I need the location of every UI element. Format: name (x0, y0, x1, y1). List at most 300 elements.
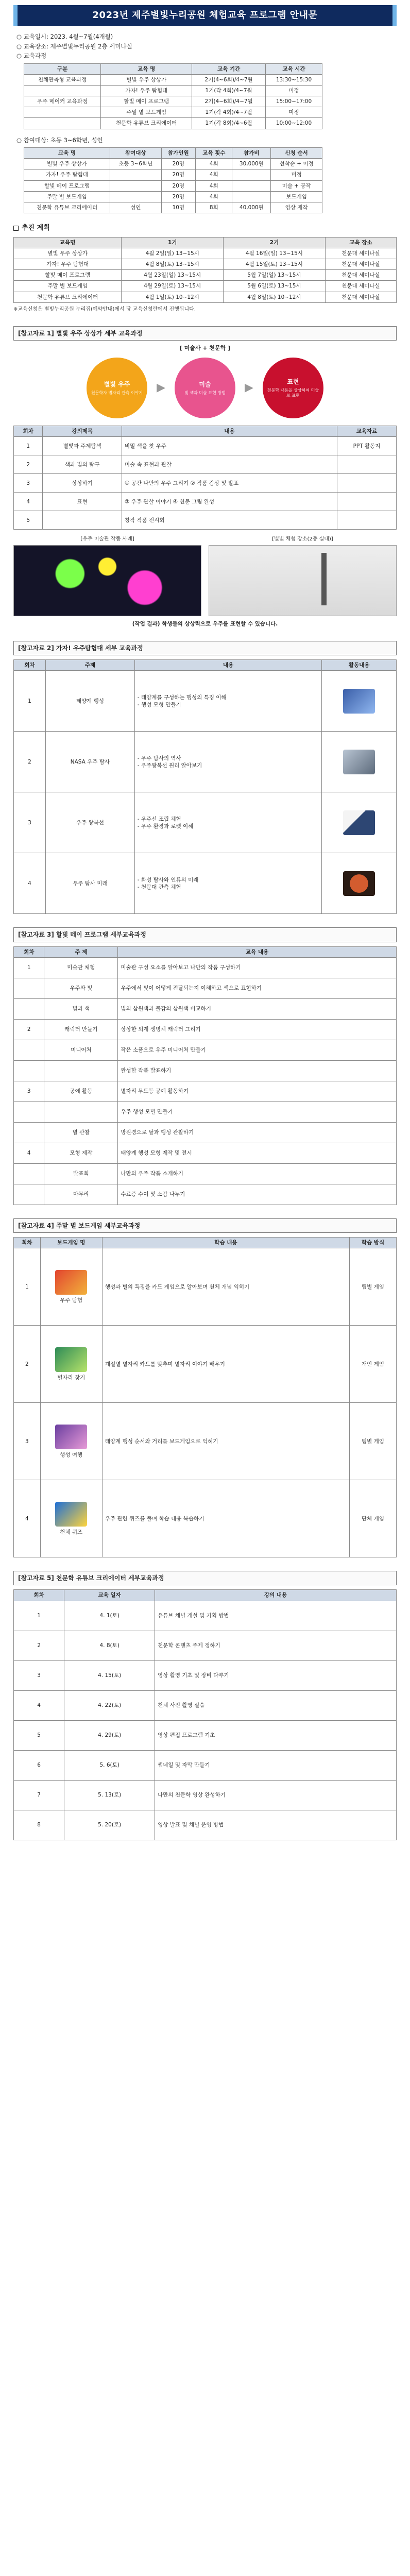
circle-title: 표현 (287, 378, 299, 385)
table-row (14, 437, 397, 455)
info-item: ○ 교육일시: 2023. 4월~7월(4개월) (16, 33, 113, 40)
column-header: 주 제 (44, 946, 118, 957)
table-cell: 8회 (196, 202, 232, 213)
table-row (14, 1780, 397, 1810)
table-cell: 태양계 행성 모형 제작 및 전시 (118, 1143, 397, 1163)
material-4-table (13, 1237, 397, 1557)
table-cell: 미술관 구성 요소를 알아보고 나만의 작품 구성하기 (118, 957, 397, 978)
table-cell (232, 170, 271, 180)
table-cell: 상상한 외계 생명체 캐릭터 그리기 (118, 1019, 397, 1040)
table-cell: 13:30~15:30 (265, 74, 322, 85)
table-row (14, 957, 397, 978)
table-cell: 빛의 삼원색과 물감의 삼원색 비교하기 (118, 998, 397, 1019)
table-cell (110, 170, 161, 180)
table-cell: 20명 (161, 191, 196, 202)
table-row (14, 270, 397, 281)
table-cell (322, 792, 397, 853)
table-cell (337, 474, 397, 493)
table-cell (322, 671, 397, 732)
table-row (14, 978, 397, 998)
plan-section-heading (13, 224, 397, 233)
table-cell: 1 (14, 437, 43, 455)
artwork-photo (13, 545, 201, 616)
column-header: 교육 명 (101, 63, 192, 74)
table-cell: 4회 (196, 191, 232, 202)
table-cell: 4 (14, 1690, 64, 1720)
table-cell: 3 (14, 792, 46, 853)
table-cell: ③ 우주 관찰 이야기 ④ 천문 그림 완성 (122, 493, 337, 511)
table-cell: 작은 소품으로 우주 미니어처 만들기 (118, 1040, 397, 1060)
table-cell (24, 85, 101, 96)
document-title: 2023년 제주별빛누리공원 체험교육 프로그램 안내문 (92, 9, 318, 21)
table-cell: 4월 15일(토) 13~15시 (224, 259, 326, 270)
column-header: 내용 (134, 660, 322, 671)
table-cell: 창작 작품 전시회 (122, 511, 337, 530)
table-cell: 우주 메이커 교육과정 (24, 96, 101, 107)
table-cell (232, 191, 271, 202)
boardgame-image (55, 1347, 87, 1372)
material-5-table (13, 1589, 397, 1840)
table-cell: 우주 탐사 미래 (45, 853, 134, 914)
photo-caption: [우주 미술관 작품 사례] (80, 536, 134, 543)
material-5-heading: [참고자료 5] 천문학 유튜브 크리에이터 세부교육과정 (13, 1571, 397, 1585)
photo-row (13, 536, 397, 616)
table-row (14, 259, 397, 270)
table-cell: 4. 29(토) (64, 1720, 155, 1750)
table-cell (14, 1101, 44, 1122)
table-row (14, 1750, 397, 1780)
table-cell: 5. 20(토) (64, 1810, 155, 1840)
boardgame-image (55, 1502, 87, 1527)
table-cell: 2 (14, 1326, 41, 1403)
table-cell: 팀별 게임 (349, 1248, 396, 1326)
concept-circle (175, 358, 235, 418)
material-1-table (13, 426, 397, 530)
table-cell (14, 1060, 44, 1081)
table-cell: 3 (14, 1403, 41, 1480)
column-header: 참여대상 (110, 148, 161, 159)
table-cell: 단체 게임 (349, 1480, 396, 1557)
table-cell (337, 511, 397, 530)
table-cell: 5 (14, 1720, 64, 1750)
table-row (14, 1143, 397, 1163)
table-row (24, 159, 322, 170)
table-row (14, 732, 397, 792)
table-cell: 우주 행성 모빌 만들기 (118, 1101, 397, 1122)
table-cell: 천문학 유튜브 크리에이터 (24, 202, 110, 213)
circle-desc: 천문학자 별자리 관측 이야기 (91, 391, 143, 396)
table-cell: 1 (14, 671, 46, 732)
column-header: 강의제목 (43, 426, 122, 437)
table-cell (14, 998, 44, 1019)
table-cell (337, 493, 397, 511)
column-header: 활동내용 (322, 660, 397, 671)
table-cell: 행성과 별의 특징을 카드 게임으로 알아보며 천체 개념 익히기 (102, 1248, 349, 1326)
column-header: 회차 (14, 426, 43, 437)
table-cell: 4회 (196, 159, 232, 170)
concept-diagram (13, 358, 397, 418)
material-1-subtitle: [ 미술사 + 천문학 ] (179, 345, 231, 352)
table-row (24, 170, 322, 180)
plan-table (13, 237, 397, 303)
table-cell: 4. 15(토) (64, 1660, 155, 1690)
table-cell: 4월 8일(토) 13~15시 (122, 259, 224, 270)
column-header: 교육 명 (24, 148, 110, 159)
column-header: 강의 내용 (155, 1590, 397, 1601)
column-header: 교육 장소 (325, 237, 396, 248)
table-cell: 나만의 천문학 영상 완성하기 (155, 1780, 397, 1810)
table-row (14, 1810, 397, 1840)
table-cell: 2 (14, 732, 46, 792)
header-row (14, 237, 397, 248)
table-cell: 미술관 체험 (44, 957, 118, 978)
table-cell: 천문대 세미나실 (325, 292, 396, 302)
table-cell: 4 (14, 853, 46, 914)
table-cell: 영상 편집 프로그램 기초 (155, 1720, 397, 1750)
table-cell (43, 511, 122, 530)
plan-note: ※교육신청은 별빛누리공원 누리집(예약안내)에서 당 교육신청란에서 진행됩니다. (13, 306, 196, 312)
table-row (14, 1660, 397, 1690)
table-row (14, 1248, 397, 1326)
table-cell: 4회 (196, 180, 232, 191)
table-cell: 완성한 작품 발표하기 (118, 1060, 397, 1081)
photo-summary: (작업 결과) 학생들의 상상력으로 우주를 표현할 수 있습니다. (132, 620, 278, 627)
table-cell (337, 455, 397, 474)
table-cell: 별 관찰 (44, 1122, 118, 1143)
table-cell: - 우주 탐사의 역사 - 우주왕복선 원리 알아보기 (134, 732, 322, 792)
table-cell: 빛과 색 (44, 998, 118, 1019)
table-row (14, 1060, 397, 1081)
photo-block (209, 536, 397, 616)
table-cell (110, 180, 161, 191)
table-cell: 6 (14, 1750, 64, 1780)
circle-title: 별빛 우주 (104, 380, 130, 388)
table-cell: 8 (14, 1810, 64, 1840)
column-header: 교육자료 (337, 426, 397, 437)
table-row (14, 1081, 397, 1101)
table-cell: 5월 7일(일) 13~15시 (224, 270, 326, 281)
table-cell (14, 1122, 44, 1143)
table-row (14, 1184, 397, 1205)
table-cell: 마무리 (44, 1184, 118, 1205)
table-cell: 10명 (161, 202, 196, 213)
column-header: 참가비 (232, 148, 271, 159)
table-row (14, 1163, 397, 1184)
table-cell: 4. 22(토) (64, 1690, 155, 1720)
table-cell: 7 (14, 1780, 64, 1810)
table-cell: 유튜브 채널 개설 및 기획 방법 (155, 1601, 397, 1631)
table-cell: 가자! 우주 탐험대 (14, 259, 122, 270)
table-cell: - 화성 탐사와 인류의 미래 - 천문대 관측 체험 (134, 853, 322, 914)
table-cell: 별빛 우주 상상가 (24, 159, 110, 170)
table-cell: 2 (14, 455, 43, 474)
table-row (14, 292, 397, 302)
table-cell: 4월 1일(토) 10~12시 (122, 292, 224, 302)
room-photo (209, 545, 397, 616)
table-row (24, 202, 322, 213)
table-cell: 1 (14, 957, 44, 978)
table-cell: 4. 8(토) (64, 1631, 155, 1660)
concept-circle (263, 358, 323, 418)
table-cell: 천문학 유튜브 크리에이터 (101, 118, 192, 129)
table-row (24, 85, 322, 96)
table-cell: NASA 우주 탐사 (45, 732, 134, 792)
table-cell: 천체 퀴즈 (40, 1480, 102, 1557)
table-cell: 천문학 유튜브 크리에이터 (14, 292, 122, 302)
table-row (14, 511, 397, 530)
column-header: 회차 (14, 660, 46, 671)
course-table (24, 63, 322, 129)
table-row (14, 1601, 397, 1631)
table-cell (14, 1184, 44, 1205)
table-cell: 천체 사진 촬영 실습 (155, 1690, 397, 1720)
price-table (24, 147, 322, 213)
column-header: 구분 (24, 63, 101, 74)
table-cell: 별자리 무드등 공예 활동하기 (118, 1081, 397, 1101)
column-header: 참가인원 (161, 148, 196, 159)
table-cell: 별빛 우주 상상가 (14, 248, 122, 259)
table-cell: 영상 발표 및 채널 운영 방법 (155, 1810, 397, 1840)
header-row (14, 1237, 397, 1248)
table-cell: 5. 6(토) (64, 1750, 155, 1780)
column-header: 교육명 (14, 237, 122, 248)
table-cell: 우주 탐험 (40, 1248, 102, 1326)
info-item: ○ 교육과정 (16, 52, 47, 60)
table-cell: 2기(4~6회)/4~7월 (192, 96, 266, 107)
table-cell: 4월 29일(토) 13~15시 (122, 281, 224, 292)
activity-image (343, 689, 375, 714)
table-cell (24, 118, 101, 129)
info-item: ○ 참여대상: 초등 3~6학년, 성인 (16, 136, 103, 144)
table-cell: 모형 제작 (44, 1143, 118, 1163)
table-cell: 4회 (196, 170, 232, 180)
table-row (24, 180, 322, 191)
table-row (14, 792, 397, 853)
material-4-heading: [참고자료 4] 주말 별 보드게임 세부교육과정 (13, 1218, 397, 1233)
table-cell: 천문대 세미나실 (325, 281, 396, 292)
header-row (14, 426, 397, 437)
table-cell (14, 978, 44, 998)
table-row (14, 474, 397, 493)
table-cell: 5. 13(토) (64, 1780, 155, 1810)
column-header: 1기 (122, 237, 224, 248)
photo-caption: [별빛 체험 장소(2층 실내)] (272, 536, 333, 543)
column-header: 주제 (45, 660, 134, 671)
arrow-right-icon: ▶ (157, 381, 165, 395)
table-cell: 우주와 빛 (44, 978, 118, 998)
table-cell: 미정 (271, 170, 322, 180)
table-cell: 행성 여행 (40, 1403, 102, 1480)
column-header: 회차 (14, 1590, 64, 1601)
table-cell: 4 (14, 1143, 44, 1163)
table-cell: 4월 23일(일) 13~15시 (122, 270, 224, 281)
table-cell: 4 (14, 493, 43, 511)
table-cell: 우주에서 빛이 어떻게 전달되는지 이해하고 색으로 표현하기 (118, 978, 397, 998)
table-cell: 가자! 우주 탐험대 (24, 170, 110, 180)
table-row (14, 853, 397, 914)
table-cell: 팀별 게임 (349, 1403, 396, 1480)
table-row (14, 1040, 397, 1060)
table-row (14, 1690, 397, 1720)
table-cell: 천문학 콘텐츠 주제 정하기 (155, 1631, 397, 1660)
table-cell: 보드게임 (271, 191, 322, 202)
table-cell: 선착순 + 미정 (271, 159, 322, 170)
table-cell: 미술 속 표현과 관찰 (122, 455, 337, 474)
table-cell: 5 (14, 511, 43, 530)
concept-circle (87, 358, 147, 418)
table-cell: 4월 8일(토) 10~12시 (224, 292, 326, 302)
column-header: 신청 순서 (271, 148, 322, 159)
table-cell: 성인 (110, 202, 161, 213)
table-row (14, 1720, 397, 1750)
table-cell: 우주 관련 퀴즈를 풀며 학습 내용 복습하기 (102, 1480, 349, 1557)
table-cell: 미정 (265, 107, 322, 118)
header-row (24, 63, 322, 74)
info-item: ○ 교육장소: 제주별빛누리공원 2층 세미나실 (16, 42, 132, 50)
header-row (14, 1590, 397, 1601)
boardgame-image (55, 1425, 87, 1449)
table-row (14, 493, 397, 511)
activity-image (343, 810, 375, 835)
info-list (16, 33, 397, 60)
table-cell (44, 1101, 118, 1122)
table-cell: 가자! 우주 탐험대 (101, 85, 192, 96)
table-cell: 5월 6일(토) 13~15시 (224, 281, 326, 292)
table-cell: 별자리 찾기 (40, 1326, 102, 1403)
column-header: 교육 내용 (118, 946, 397, 957)
table-row (24, 191, 322, 202)
table-cell: 계절별 별자리 카드를 맞추며 별자리 이야기 배우기 (102, 1326, 349, 1403)
table-cell: - 우주선 조립 체험 - 우주 환경과 로켓 이해 (134, 792, 322, 853)
table-cell: 영상 촬영 기초 및 장비 다루기 (155, 1660, 397, 1690)
table-row (24, 118, 322, 129)
table-cell: 발표회 (44, 1163, 118, 1184)
activity-image (343, 750, 375, 774)
plan-section-title: 추진 계획 (22, 224, 50, 232)
info-list-2 (16, 137, 397, 145)
material-1-heading: [참고자료 1] 별빛 우주 상상가 세부 교육과정 (13, 326, 397, 341)
column-header: 2기 (224, 237, 326, 248)
table-row (14, 671, 397, 732)
table-row (24, 96, 322, 107)
table-cell: ① 공간 나만의 우주 그리기 ② 작품 감상 및 발표 (122, 474, 337, 493)
table-cell: 태양계 행성 (45, 671, 134, 732)
table-cell: 20명 (161, 180, 196, 191)
table-cell: 15:00~17:00 (265, 96, 322, 107)
table-cell (110, 191, 161, 202)
table-cell: 비밀 색을 찾 우주 (122, 437, 337, 455)
table-row (14, 281, 397, 292)
table-cell: 상상하기 (43, 474, 122, 493)
table-cell: - 태양계를 구성하는 행성의 특징 이해 - 행성 모형 만들기 (134, 671, 322, 732)
table-cell (322, 853, 397, 914)
table-row (14, 1019, 397, 1040)
table-cell: 초등 3~6학년 (110, 159, 161, 170)
table-row (14, 1101, 397, 1122)
square-bullet-icon (13, 226, 19, 231)
table-cell: 4. 1(토) (64, 1601, 155, 1631)
activity-image (343, 871, 375, 896)
table-row (14, 1122, 397, 1143)
table-row (14, 455, 397, 474)
table-cell: 30,000원 (232, 159, 271, 170)
table-cell (14, 1040, 44, 1060)
table-cell: 1기(각 4회)/4~7월 (192, 107, 266, 118)
table-cell: PPT 활동지 (337, 437, 397, 455)
material-3-heading: [참고자료 3] 할빛 메이 프로그램 세부교육과정 (13, 927, 397, 942)
circle-desc: 천문학 내용을 상상하여 미술로 표현 (267, 387, 319, 398)
boardgame-image (55, 1270, 87, 1295)
table-cell: 2기(4~6회)/4~7월 (192, 74, 266, 85)
table-row (24, 107, 322, 118)
column-header: 보드게임 명 (40, 1237, 102, 1248)
column-header: 내용 (122, 426, 337, 437)
table-cell: 4 (14, 1480, 41, 1557)
table-cell: 할빛 메이 프로그램 (24, 180, 110, 191)
arrow-right-icon: ▶ (245, 381, 253, 395)
column-header: 회차 (14, 1237, 41, 1248)
table-cell: 40,000원 (232, 202, 271, 213)
table-cell: 영상 제작 (271, 202, 322, 213)
table-cell: 20명 (161, 159, 196, 170)
table-cell: 할빛 메이 프로그램 (14, 270, 122, 281)
table-cell: 캐릭터 만들기 (44, 1019, 118, 1040)
column-header: 교육 기간 (192, 63, 266, 74)
table-cell: 1 (14, 1601, 64, 1631)
table-cell (232, 180, 271, 191)
table-row (14, 1326, 397, 1403)
table-cell (14, 1163, 44, 1184)
table-cell: 2 (14, 1019, 44, 1040)
header-row (24, 148, 322, 159)
circle-desc: 빛 색과 미술 표현 방법 (184, 391, 226, 396)
circle-title: 미술 (199, 380, 211, 388)
table-cell: 별빛과 주제탐색 (43, 437, 122, 455)
table-cell: 별빛 우주 상상가 (101, 74, 192, 85)
table-row (14, 1480, 397, 1557)
photo-block (13, 536, 201, 616)
material-2-table (13, 659, 397, 914)
table-cell (322, 732, 397, 792)
table-cell: 천문대 세미나실 (325, 259, 396, 270)
column-header: 학습 방식 (349, 1237, 396, 1248)
title-banner (13, 5, 397, 26)
header-row (14, 946, 397, 957)
table-cell: 나만의 우주 작품 소개하기 (118, 1163, 397, 1184)
table-cell: 우주 왕복선 (45, 792, 134, 853)
table-row (14, 248, 397, 259)
table-row (24, 74, 322, 85)
table-cell: 표현 (43, 493, 122, 511)
table-cell (44, 1060, 118, 1081)
material-3-table (13, 946, 397, 1205)
table-cell: 망원경으로 달과 행성 관찰하기 (118, 1122, 397, 1143)
table-row (14, 1631, 397, 1660)
column-header: 학습 내용 (102, 1237, 349, 1248)
table-cell: 3 (14, 1081, 44, 1101)
table-cell: 할빛 메이 프로그램 (101, 96, 192, 107)
table-cell: 개인 게임 (349, 1326, 396, 1403)
table-cell: 미정 (265, 85, 322, 96)
table-cell: 20명 (161, 170, 196, 180)
table-row (14, 1403, 397, 1480)
table-cell: 1기(각 8회)/4~6월 (192, 118, 266, 129)
table-cell: 주말 별 보드게임 (14, 281, 122, 292)
table-cell: 천체관측형 교육과정 (24, 74, 101, 85)
table-cell: 색과 빛의 탐구 (43, 455, 122, 474)
header-row (14, 660, 397, 671)
table-row (14, 998, 397, 1019)
